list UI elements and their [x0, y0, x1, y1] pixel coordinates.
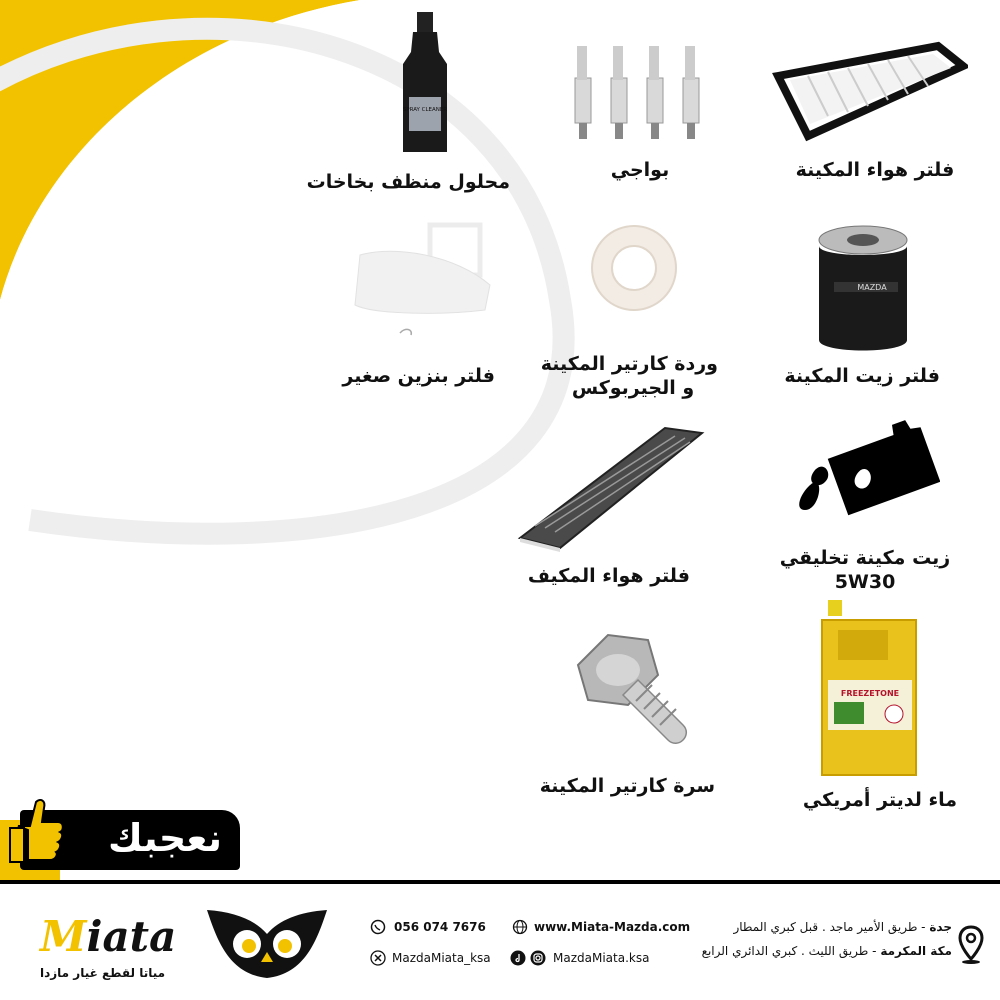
- makkah-address: - طريق الليث . كبري الدائري الرابع: [701, 944, 881, 958]
- brand-logo-text: [40, 912, 176, 961]
- engine-oil-line1: زيت مكينة تخليقي: [779, 547, 951, 569]
- brand-rest: iata: [86, 912, 177, 961]
- owl-logo-icon: [205, 900, 330, 980]
- phone-number[interactable]: 056 074 7676: [394, 920, 486, 934]
- promo-badge-text: نعجبك: [108, 816, 222, 860]
- tiktok-icon: [510, 950, 526, 966]
- product-label-coolant: ماء لديتر أمريكي: [802, 789, 958, 811]
- product-label-fuel-filter: فلتر بنزين صغير: [342, 365, 495, 387]
- product-label-air-filter: فلتر هواء المكينة: [795, 159, 955, 181]
- drain-plug-image: [568, 625, 708, 765]
- engine-oil-line2: 5W30: [834, 571, 896, 593]
- crankcase-gasket-image: [582, 218, 686, 318]
- coolant-jug-image: [818, 600, 920, 780]
- makkah-city: مكة المكرمة: [880, 944, 952, 958]
- jeddah-address: - طريق الأمير ماجد . قبل كبري المطار: [733, 920, 930, 934]
- thumbs-up-icon: [6, 796, 66, 870]
- website-url[interactable]: www.Miata-Mazda.com: [534, 920, 691, 934]
- coolant-brand-text: FREEZETONE: [840, 689, 900, 698]
- product-label-injector-cleaner: محلول منظف بخاخات: [306, 171, 510, 193]
- injector-cleaner-image: [395, 12, 455, 157]
- fuel-filter-image: [345, 215, 495, 345]
- oil-filter-brand-text: MAZDA: [857, 283, 887, 292]
- product-label-cabin-filter: فلتر هواء المكيف: [527, 565, 690, 587]
- x-icon: [370, 950, 386, 966]
- air-filter-image: [768, 36, 968, 146]
- brand-tagline: مياتا لقطع غيار مازدا: [40, 966, 166, 980]
- spark-plugs-image: [565, 38, 715, 148]
- whatsapp-icon: [370, 919, 386, 935]
- location-pin-icon: [958, 925, 984, 965]
- cleaner-bottle-label: SPRAY CLEANER: [402, 107, 448, 113]
- social-handle[interactable]: MazdaMiata.ksa: [553, 951, 650, 965]
- footer-top-line: [0, 880, 1000, 884]
- x-handle[interactable]: MazdaMiata_ksa: [392, 951, 491, 965]
- address-jeddah: [700, 920, 952, 934]
- address-makkah: [700, 944, 952, 958]
- product-label-spark-plugs: بواجي: [610, 159, 670, 181]
- oil-filter-image: [812, 218, 914, 358]
- product-label-drain-plug: سرة كارتير المكينة: [539, 775, 715, 797]
- crankcase-gasket-line1: وردة كارتير المكينة: [540, 353, 718, 375]
- product-label-crankcase-gasket: [540, 352, 718, 400]
- instagram-icon: [530, 950, 546, 966]
- crankcase-gasket-line2: و الجيربوكس: [571, 377, 695, 399]
- oil-can-icon: [795, 420, 940, 520]
- jeddah-city: جدة: [929, 920, 952, 934]
- cabin-filter-image: [515, 418, 707, 553]
- brand-first-letter: M: [40, 912, 87, 961]
- product-label-engine-oil: [770, 546, 960, 594]
- product-label-oil-filter: فلتر زيت المكينة: [784, 365, 940, 387]
- globe-icon: [512, 919, 528, 935]
